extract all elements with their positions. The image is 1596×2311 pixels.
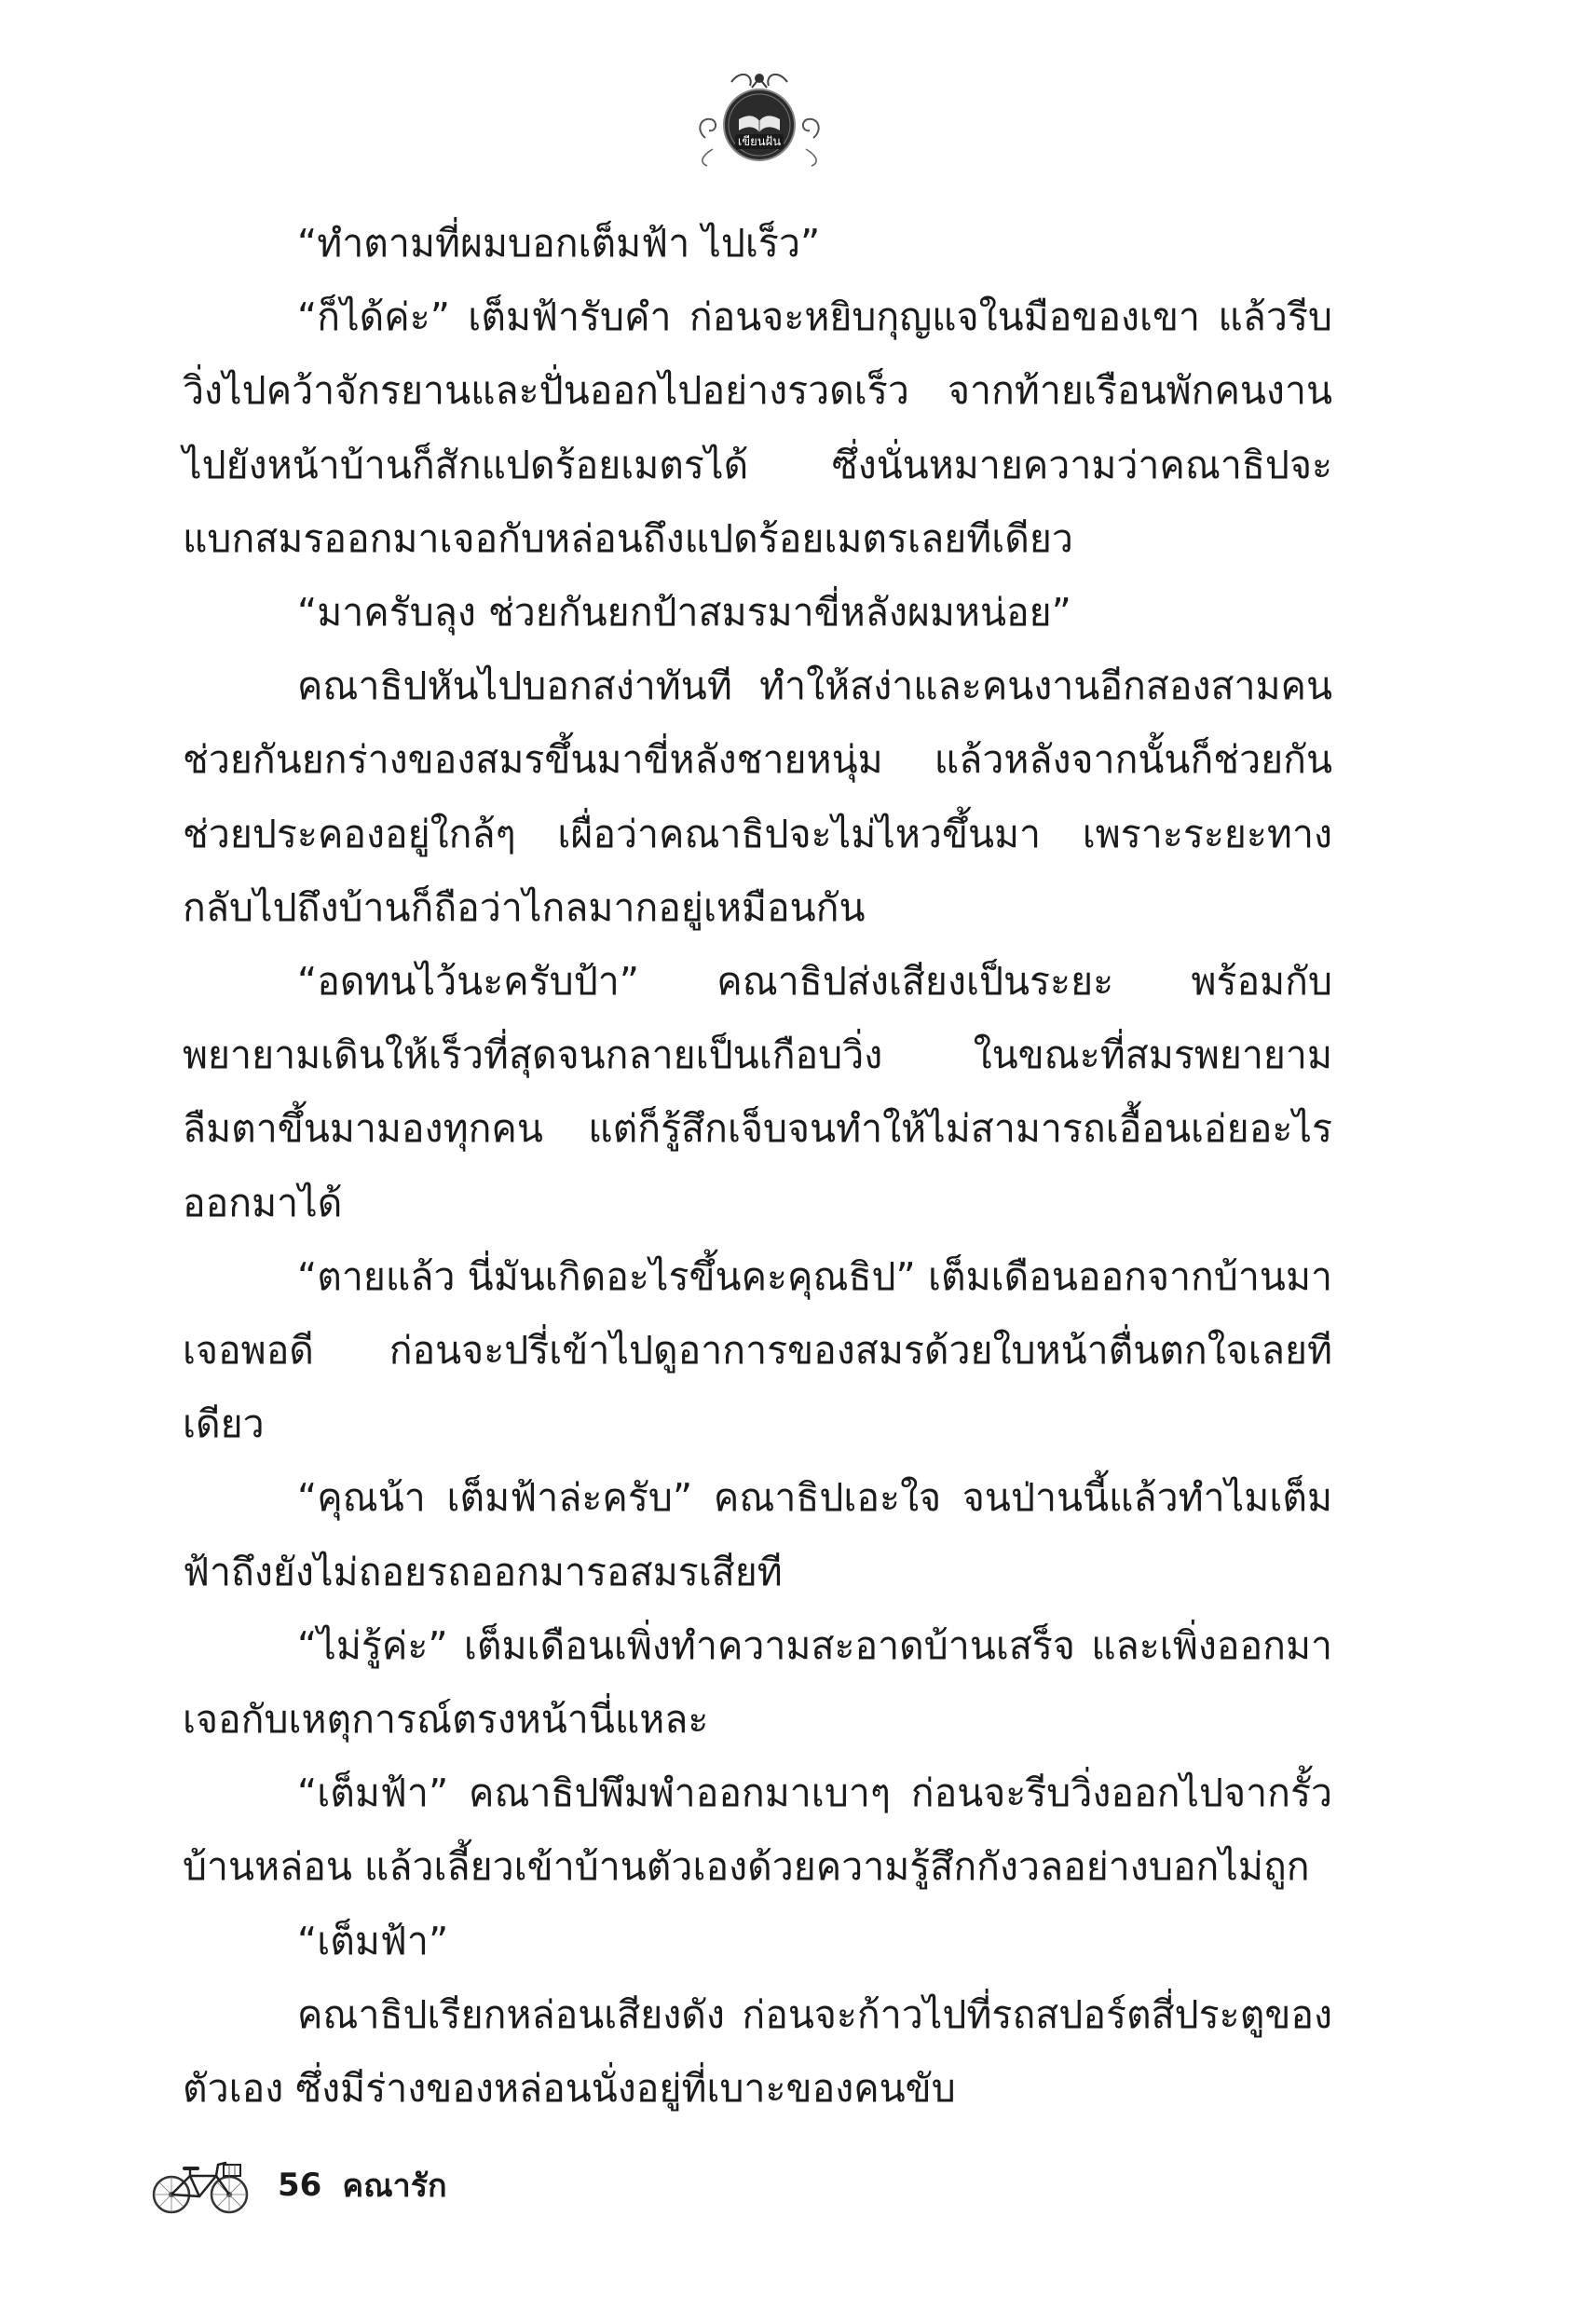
paragraph: “ตายแล้ว นี่มันเกิดอะไรขึ้นคะคุณธิป” เต็มเดือนออกจากบ้านมาเจอพอดี ก่อนจะปรี่เข้าไปดูอาการของสมรด้วยใบหน้าตื่นตกใจเลยทีเดียว xyxy=(183,1253,1332,1447)
paragraph: “ก็ได้ค่ะ” เต็มฟ้ารับคำ ก่อนจะหยิบกุญแจในมือของเขา แล้วรีบวิ่งไปคว้าจักรยานและปั่นออกไปอย่างรวดเร็ว จากท้ายเรือนพักคนงานไปยังหน้าบ้านก็สักแปดร้อยเมตรได้ ซึ่งนั่นหมายความว่าคณาธิปจะแบกสมรออกมาเจอกับหล่อนถึงแปดร้อยเมตรเลยทีเดียว xyxy=(183,294,1332,561)
paragraph: คณาธิปหันไปบอกสง่าทันที ทำให้สง่าและคนงานอีกสองสามคนช่วยกันยกร่างของสมรขึ้นมาขี่หลังชายหนุ่ม แล้วหลังจากนั้นก็ช่วยกันช่วยประคองอยู่ใกล้ๆ เผื่อว่าคณาธิปจะไม่ไหวขึ้นมา เพราะระยะทางกลับไปถึงบ้านก็ถือว่าไกลมากอยู่เหมือนกัน xyxy=(183,663,1332,930)
page-number: 56 xyxy=(278,2167,322,2204)
page-footer xyxy=(149,2153,447,2218)
publisher-emblem-icon xyxy=(694,65,825,172)
paragraph: คณาธิปเรียกหล่อนเสียงดัง ก่อนจะก้าวไปที่รถสปอร์ตสี่ประตูของตัวเอง ซึ่งมีร่างของหล่อนนั่งอยู่ที่เบาะของคนขับ xyxy=(183,1991,1332,2112)
paragraph: “เต็มฟ้า” คณาธิปพึมพำออกมาเบาๆ ก่อนจะรีบวิ่งออกไปจากรั้วบ้านหล่อน แล้วเลี้ยวเข้าบ้านตัวเองด้วยความรู้สึกกังวลอย่างบอกไม่ถูก xyxy=(183,1771,1332,1890)
bicycle-icon xyxy=(149,2155,252,2215)
paragraph: “เต็มฟ้า” xyxy=(297,1918,449,1963)
paragraph: “อดทนไว้นะครับป้า” คณาธิปส่งเสียงเป็นระยะ พร้อมกับพยายามเดินให้เร็วที่สุดจนกลายเป็นเกือบวิ่ง ในขณะที่สมรพยายามลืมตาขึ้นมามองทุกคน แต่ก็รู้สึกเจ็บจนทำให้ไม่สามารถเอื้อนเอ่ยอะไรออกมาได้ xyxy=(183,959,1332,1225)
paragraph: “คุณน้า เต็มฟ้าล่ะครับ” คณาธิปเอะใจ จนป่านนี้แล้วทำไมเต็มฟ้าถึงยังไม่ถอยรถออกมารอสมรเสียที xyxy=(183,1475,1332,1594)
logo-text: เขียนฝัน xyxy=(737,135,782,149)
book-title: คณารัก xyxy=(342,2167,447,2205)
paragraph: “มาครับลุง ช่วยกันยกป้าสมรมาขี่หลังผมหน่อย” xyxy=(297,590,1071,636)
paragraph: “ไม่รู้ค่ะ” เต็มเดือนเพิ่งทำความสะอาดบ้านเสร็จ และเพิ่งออกมาเจอกับเหตุการณ์ตรงหน้านี่แหละ xyxy=(183,1622,1332,1743)
story-text xyxy=(183,207,1332,2126)
paragraph: “ทำตามที่ผมบอกเต็มฟ้า ไปเร็ว” xyxy=(297,221,821,266)
